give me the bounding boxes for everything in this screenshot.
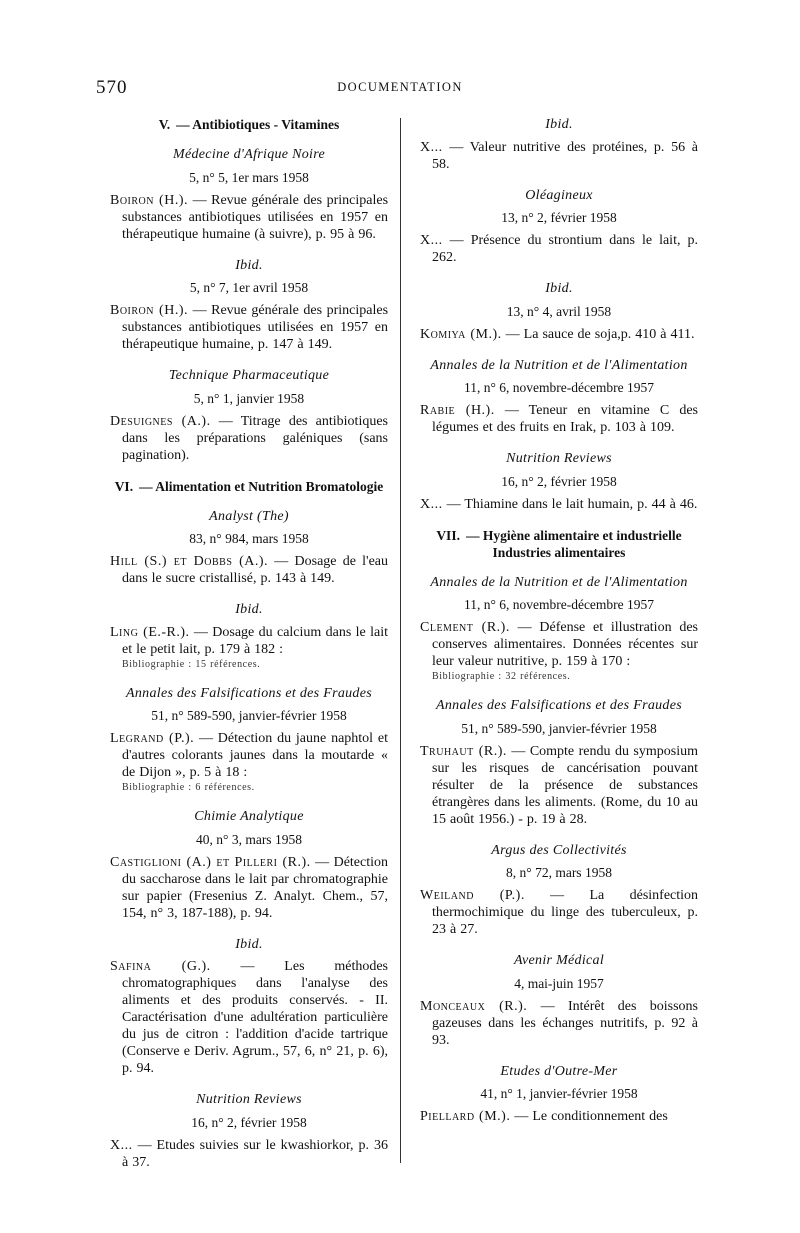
citation-author: Castiglioni (A.) et Pilleri (R.). (110, 854, 311, 870)
citation-entry (110, 1137, 388, 1171)
citation-entry (110, 624, 388, 671)
bibliography-note: Bibliographie : 32 références. (432, 671, 571, 682)
issue-line: 5, n° 7, 1er avril 1958 (189, 280, 309, 295)
citation-text: — Revue générale des principales substances antibiotiques utilisées en 1957 en thérapeutique humaine, p. 147 à 149. (122, 303, 389, 352)
column-divider (400, 118, 401, 1163)
section-heading-vi (110, 478, 388, 495)
journal-title: Ibid. (235, 602, 263, 617)
bibliography-note: Bibliographie : 15 références. (122, 658, 261, 670)
citation-author: Boiron (H.). (110, 192, 188, 208)
citation-author: Boiron (H.). (110, 303, 188, 318)
journal-title: Avenir Médical (513, 953, 605, 968)
issue-line: 8, n° 72, mars 1958 (506, 865, 612, 880)
journal-title: Technique Pharmaceutique (168, 368, 330, 383)
citation-text: — Thiamine dans le lait humain, p. 44 à 46. (446, 496, 698, 512)
journal-title: Annales des Falsifications et des Fraudes (126, 685, 372, 701)
citation-entry (110, 192, 388, 243)
journal-title: Annales de la Nutrition et de l'Alimentation (430, 357, 688, 373)
citation-entry (420, 496, 698, 513)
citation-entry (420, 139, 698, 173)
section-heading-v (110, 116, 388, 133)
issue-line: 40, n° 3, mars 1958 (196, 831, 302, 847)
issue-line: 11, n° 6, novembre-décembre 1957 (463, 597, 655, 612)
citation-author: Safina (G.). (110, 959, 211, 974)
journal-title: Oléagineux (525, 187, 593, 203)
journal-title: Annales des Falsifications et des Fraudes (436, 698, 682, 713)
citation-author: Ling (E.-R.). (110, 624, 190, 640)
issue-line: 5, n° 5, 1er mars 1958 (189, 169, 309, 185)
section-number: V. (158, 117, 171, 132)
section-number: VII. (436, 527, 460, 543)
citation-entry (110, 730, 388, 794)
section-title: — Alimentation et Nutrition Bromatologie (139, 478, 384, 494)
citation-text: — Teneur en vitamine C des légumes et des fruits en Irak, p. 103 à 109. (432, 403, 698, 435)
journal-title: Chimie Analytique (194, 809, 304, 824)
issue-line: 51, n° 589-590, janvier-février 1958 (461, 720, 657, 736)
citation-author: Komiya (M.). (420, 326, 502, 342)
citation-author: X... (420, 496, 443, 512)
citation-author: Truhaut (R.). (420, 743, 507, 759)
citation-author: Hill (S.) et Dobbs (A.). (110, 554, 269, 569)
citation-entry (110, 553, 388, 587)
page-number: 570 (96, 77, 128, 98)
citation-entry (110, 413, 388, 464)
citation-text: — Détection du jaune naphtol et d'autres colorants jaunes dans la moutarde « de Dijon », p. 5 à 18 : (122, 731, 389, 780)
citation-text: — La sauce de soja,p. 410 à 411. (505, 326, 695, 342)
citation-text: — Valeur nutritive des protéines, p. 56 à 58. (432, 139, 698, 172)
citation-entry (420, 887, 698, 938)
citation-entry (420, 232, 698, 266)
journal-title: Annales de la Nutrition et de l'Alimentation (430, 574, 688, 590)
journal-title: Ibid. (235, 257, 263, 273)
running-header (96, 77, 704, 99)
citation-text: — Intérêt des boissons gazeuses dans les échanges nutritifs, p. 92 à 93. (432, 998, 698, 1048)
issue-line: 13, n° 2, février 1958 (501, 210, 617, 225)
journal-title: Médecine d'Afrique Noire (173, 147, 325, 162)
citation-entry (420, 743, 698, 828)
issue-line: 16, n° 2, février 1958 (501, 473, 617, 489)
citation-entry (420, 1108, 698, 1125)
journal-title: Ibid. (235, 936, 263, 952)
left-column (110, 116, 388, 1185)
issue-line: 5, n° 1, janvier 1958 (193, 390, 305, 406)
citation-entry (420, 402, 698, 436)
citation-author: Weiland (P.). (420, 888, 525, 903)
journal-title: Ibid. (545, 281, 573, 296)
citation-entry (110, 854, 388, 922)
citation-text: — Compte rendu du symposium sur les risques de cancérisation pouvant résulter de la présence de substances étrangères dans les aliments. (Rome, du 10 au 15 août 1956.) - p. 19 à 28. (432, 743, 699, 827)
section-heading-vii (420, 527, 698, 561)
citation-text: — Dosage du calcium dans le lait et le petit lait, p. 179 à 182 : (122, 624, 388, 657)
journal-title: Ibid. (545, 117, 573, 132)
citation-entry (110, 302, 388, 353)
citation-text: — Les méthodes chromatographiques dans l'analyse des aliments et des produits conservés. - II. Caractérisation d'une adultération particulière du jus de citron : l'addition d'acide tartrique (Conserve e Deriv. Agrum., 57, 6, n° 21, p. 6), p. 94. (122, 959, 389, 1076)
citation-author: Legrand (P.). (110, 731, 195, 746)
section-title: — Hygiène alimentaire et industrielle Industries alimentaires (465, 527, 682, 560)
citation-author: Piellard (M.). (420, 1109, 511, 1124)
citation-text: — Dosage de l'eau dans le sucre cristallisé, p. 143 à 149. (122, 554, 389, 586)
citation-author: Rabie (H.). (420, 403, 495, 418)
citation-author: Clement (R.). (420, 620, 510, 635)
journal-title: Nutrition Reviews (506, 451, 612, 466)
citation-entry (420, 326, 698, 343)
citation-text: — Présence du strontium dans le lait, p. 262. (432, 233, 699, 265)
citation-author: Desuignes (A.). (110, 413, 211, 429)
journal-title: Argus des Collectivités (491, 842, 627, 858)
citation-author: X... (110, 1137, 133, 1153)
journal-title: Nutrition Reviews (196, 1092, 302, 1107)
issue-line: 11, n° 6, novembre-décembre 1957 (463, 380, 655, 395)
right-column (420, 116, 698, 1139)
citation-text: — Revue générale des principales substances antibiotiques utilisées en 1957 en thérapeutique humaine (à suivre), p. 95 à 96. (122, 192, 389, 242)
section-title: — Antibiotiques - Vitamines (176, 117, 340, 132)
issue-line: 41, n° 1, janvier-février 1958 (480, 1086, 638, 1101)
citation-text: — La désinfection thermochimique du linge des tuberculeux, p. 23 à 27. (432, 888, 699, 937)
citation-entry (110, 958, 388, 1077)
issue-line: 4, mai-juin 1957 (514, 975, 604, 991)
journal-title: Etudes d'Outre-Mer (500, 1063, 618, 1079)
citation-text: — Titrage des antibiotiques dans les préparations galéniques (sans pagination). (122, 413, 388, 463)
citation-author: X... (420, 233, 443, 248)
citation-entry (420, 998, 698, 1049)
bibliography-note: Bibliographie : 6 références. (122, 782, 255, 793)
issue-line: 83, n° 984, mars 1958 (189, 531, 309, 546)
citation-text: — Défense et illustration des conserves alimentaires. Données récentes sur leur valeur nutritive, p. 159 à 170 : (432, 620, 699, 669)
citation-text: — Le conditionnement des (514, 1109, 668, 1124)
citation-author: Monceaux (R.). (420, 998, 528, 1014)
issue-line: 13, n° 4, avril 1958 (506, 303, 612, 319)
issue-line: 51, n° 589-590, janvier-février 1958 (151, 708, 347, 723)
issue-line: 16, n° 2, février 1958 (191, 1114, 307, 1130)
running-title: DOCUMENTATION (337, 80, 463, 94)
journal-title: Analyst (The) (209, 508, 289, 524)
citation-author: X... (420, 139, 443, 155)
citation-text: — Etudes suivies sur le kwashiorkor, p. 36 à 37. (122, 1137, 388, 1170)
citation-entry (420, 619, 698, 683)
citation-text: — Détection du saccharose dans le lait par chromatographie sur papier (Fresenius Z. Analyt. Chem., 57, 154, n° 3, 187-188), p. 94. (122, 854, 389, 921)
section-number: VI. (114, 478, 134, 494)
